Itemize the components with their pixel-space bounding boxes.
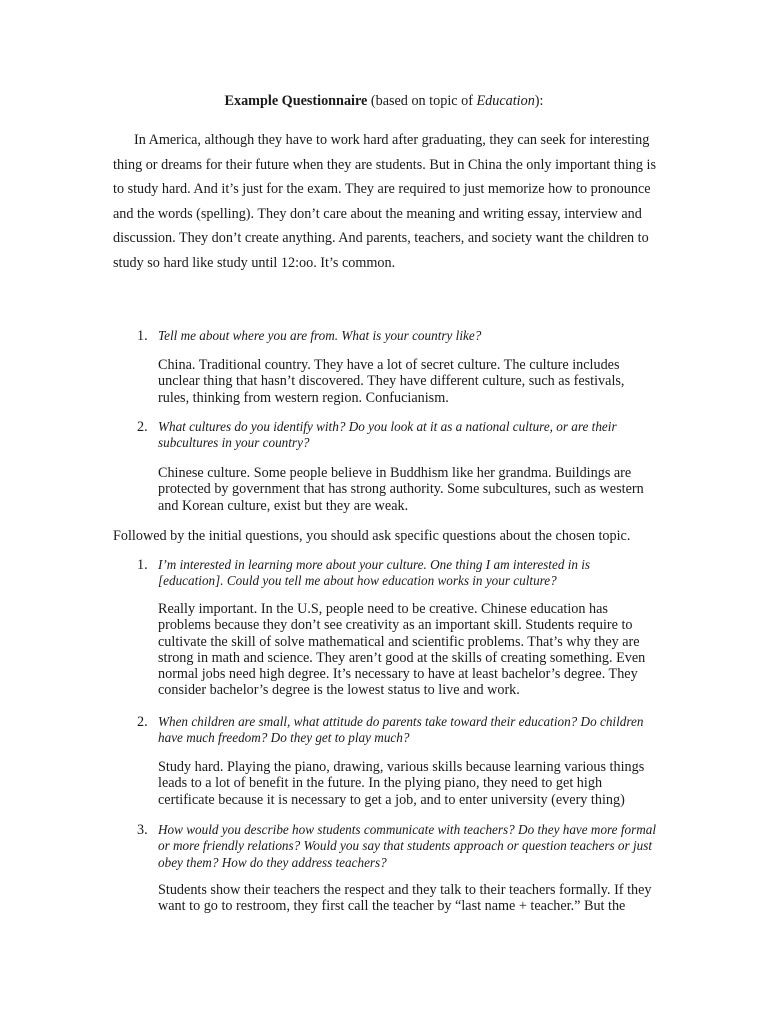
question-text: I’m interested in learning more about your culture. One thing I am interested in is [education]. Could you tell me about how education works in your culture? <box>158 557 591 589</box>
title-pre: (based on topic of <box>367 93 477 109</box>
question-number: 2. <box>137 419 148 435</box>
initial-question-2 <box>137 419 657 452</box>
question-number: 1. <box>137 557 148 573</box>
specific-answer-2: Study hard. Playing the piano, drawing, various skills because learning various things leads to a lot of benefit in the future. In the plying piano, they need to get high certificate because it is necessary to get a job, and to enter university (every thing) <box>158 759 645 808</box>
question-text: Tell me about where you are from. What is your country like? <box>158 328 482 343</box>
followed-paragraph: Followed by the initial questions, you should ask specific questions about the chosen topic. <box>113 528 631 544</box>
question-text: What cultures do you identify with? Do you look at it as a national culture, or are their subcultures in your country? <box>158 419 617 451</box>
initial-question-1 <box>137 328 657 344</box>
question-text: When children are small, what attitude do parents take toward their education? Do children have much freedom? Do they get to play much? <box>158 714 644 746</box>
specific-question-2 <box>137 714 657 747</box>
specific-answer-3: Students show their teachers the respect and they talk to their teachers formally. If they want to go to restroom, they first call the teacher by “last name + teacher.” But the <box>158 882 652 915</box>
title-topic: Education <box>476 93 535 109</box>
specific-question-3 <box>137 822 657 871</box>
question-number: 2. <box>137 714 148 730</box>
specific-question-1 <box>137 557 657 590</box>
question-number: 3. <box>137 822 148 838</box>
page-title <box>0 92 768 110</box>
initial-answer-1: China. Traditional country. They have a lot of secret culture. The culture includes unclear thing that hasn’t discovered. They have different culture, such as festivals, rules, thinking from western region. Confucianism. <box>158 357 625 406</box>
question-text: How would you describe how students communicate with teachers? Do they have more formal or more friendly relations? Would you say that students approach or question teachers or just obey them? How do they address teachers? <box>158 822 656 870</box>
title-post: ): <box>534 93 544 109</box>
initial-answer-2: Chinese culture. Some people believe in Buddhism like her grandma. Buildings are protected by government that has strong authority. Some subcultures, such as western and Korean culture, exist but they are weak. <box>158 465 644 514</box>
intro-paragraph: In America, although they have to work hard after graduating, they can seek for interesting thing or dreams for their future when they are students. But in China the only important thing is to study hard. And it’s just for the exam. They are required to just memorize how to pronounce and the words (spelling). They don’t care about the meaning and writing essay, interview and discussion. They don’t create anything. And parents, teachers, and society want the children to study so hard like study until 12:oo. It’s common. <box>113 132 656 271</box>
specific-answer-1: Really important. In the U.S, people need to be creative. Chinese education has problems because they don’t see creativity as an important skill. Students require to cultivate the skill of solve mathematical and scientific problems. That’s why they are strong in math and science. They aren’t good at the skills of creating something. Even normal jobs need high degree. It’s necessary to have at least bachelor’s degree. They consider bachelor’s degree is the lowest status to live and work. <box>158 601 646 699</box>
title-bold: Example Questionnaire <box>224 93 368 109</box>
question-number: 1. <box>137 328 148 344</box>
